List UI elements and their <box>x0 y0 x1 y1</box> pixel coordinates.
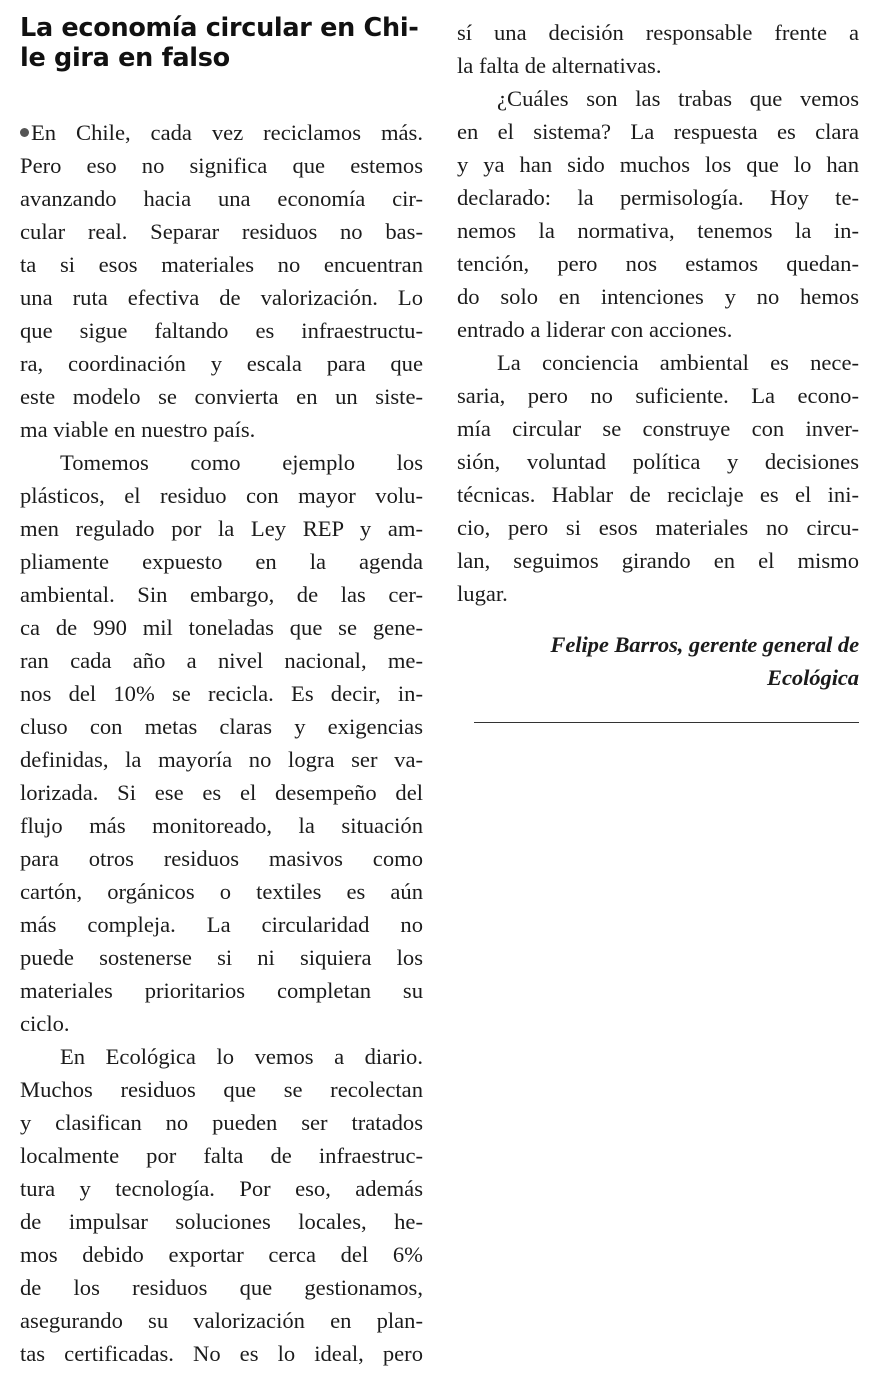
left-column <box>20 0 423 1370</box>
text-line: plásticos, el residuo con mayor volu- <box>20 483 423 508</box>
text-line: flujo más monitoreado, la situación <box>20 813 423 838</box>
text-line: mía circular se construye con inver- <box>457 416 859 441</box>
text-line: ciclo. <box>20 1011 70 1036</box>
text-line: La conciencia ambiental es nece- <box>497 350 859 375</box>
text-line: lan, seguimos girando en el mismo <box>457 548 859 573</box>
text-line: una ruta efectiva de valorización. Lo <box>20 285 423 310</box>
text-line: para otros residuos masivos como <box>20 846 423 871</box>
text-line: cartón, orgánicos o textiles es aún <box>20 879 423 904</box>
text-line: este modelo se convierta en un siste- <box>20 384 423 409</box>
text-line: lugar. <box>457 581 508 606</box>
text-line: localmente por falta de infraestruc- <box>20 1143 423 1168</box>
signature-line-1: Felipe Barros, gerente general de <box>550 632 859 657</box>
text-line: cio, pero si esos materiales no circu- <box>457 515 859 540</box>
text-line: men regulado por la Ley REP y am- <box>20 516 423 541</box>
text-line: y ya han sido muchos los que lo han <box>457 152 859 177</box>
signature-line-2: Ecológica <box>767 665 859 690</box>
text-line: de los residuos que gestionamos, <box>20 1275 423 1300</box>
bullet-icon <box>20 128 29 137</box>
text-line: ma viable en nuestro país. <box>20 417 256 442</box>
text-line: ca de 990 mil toneladas que se gene- <box>20 615 423 640</box>
text-line: tención, pero nos estamos quedan- <box>457 251 859 276</box>
text-line: mos debido exportar cerca del 6% <box>20 1242 423 1267</box>
text-line: do solo en intenciones y no hemos <box>457 284 859 309</box>
text-line: ambiental. Sin embargo, de las cer- <box>20 582 423 607</box>
text-line: tura y tecnología. Por eso, además <box>20 1176 423 1201</box>
paragraph-1 <box>20 116 423 446</box>
paragraph-4 <box>457 82 859 346</box>
text-line: En Ecológica lo vemos a diario. <box>60 1044 423 1069</box>
text-line: más compleja. La circularidad no <box>20 912 423 937</box>
headline-line-1: La economía circular en Chi- <box>20 13 419 43</box>
text-line: entrado a liderar con acciones. <box>457 317 733 342</box>
text-line: nos del 10% se recicla. Es decir, in- <box>20 681 423 706</box>
text-line: avanzando hacia una economía cir- <box>20 186 423 211</box>
text-line: En Chile, cada vez reciclamos más. <box>20 116 423 149</box>
paragraph-3-continued <box>457 16 859 82</box>
headline-line-2: le gira en falso <box>20 43 230 73</box>
text-line: nemos la normativa, tenemos la in- <box>457 218 859 243</box>
text-line: técnicas. Hablar de reciclaje es el ini- <box>457 482 859 507</box>
text-line: Pero eso no significa que estemos <box>20 153 423 178</box>
divider-rule <box>474 722 859 723</box>
text-line: lorizada. Si ese es el desempeño del <box>20 780 423 805</box>
text-line: declarado: la permisología. Hoy te- <box>457 185 859 210</box>
text-line: ¿Cuáles son las trabas que vemos <box>497 86 859 111</box>
text-line: en el sistema? La respuesta es clara <box>457 119 859 144</box>
text-line: sión, voluntad política y decisiones <box>457 449 859 474</box>
text-line: pliamente expuesto en la agenda <box>20 549 423 574</box>
paragraph-2 <box>20 446 423 1040</box>
headline <box>20 13 423 73</box>
text-line: Tomemos como ejemplo los <box>60 450 423 475</box>
author-signature <box>457 628 859 694</box>
text-line: que sigue faltando es infraestructu- <box>20 318 423 343</box>
paragraph-3 <box>20 1040 423 1370</box>
text-line: cluso con metas claras y exigencias <box>20 714 423 739</box>
text-line: de impulsar soluciones locales, he- <box>20 1209 423 1234</box>
text-line: definidas, la mayoría no logra ser va- <box>20 747 423 772</box>
text-line: cular real. Separar residuos no bas- <box>20 219 423 244</box>
text-line: puede sostenerse si ni siquiera los <box>20 945 423 970</box>
text-line: sí una decisión responsable frente a <box>457 20 859 45</box>
text-line: ra, coordinación y escala para que <box>20 351 423 376</box>
text-line: ta si esos materiales no encuentran <box>20 252 423 277</box>
text-line: y clasifican no pueden ser tratados <box>20 1110 423 1135</box>
text-line: saria, pero no suficiente. La econo- <box>457 383 859 408</box>
text-line: Muchos residuos que se recolectan <box>20 1077 423 1102</box>
paragraph-5 <box>457 346 859 610</box>
text-line: ran cada año a nivel nacional, me- <box>20 648 423 673</box>
text-line: la falta de alternativas. <box>457 53 662 78</box>
text-line: materiales prioritarios completan su <box>20 978 423 1003</box>
text-line: tas certificadas. No es lo ideal, pero <box>20 1341 423 1366</box>
text-line: asegurando su valorización en plan- <box>20 1308 423 1333</box>
right-column <box>457 0 859 723</box>
